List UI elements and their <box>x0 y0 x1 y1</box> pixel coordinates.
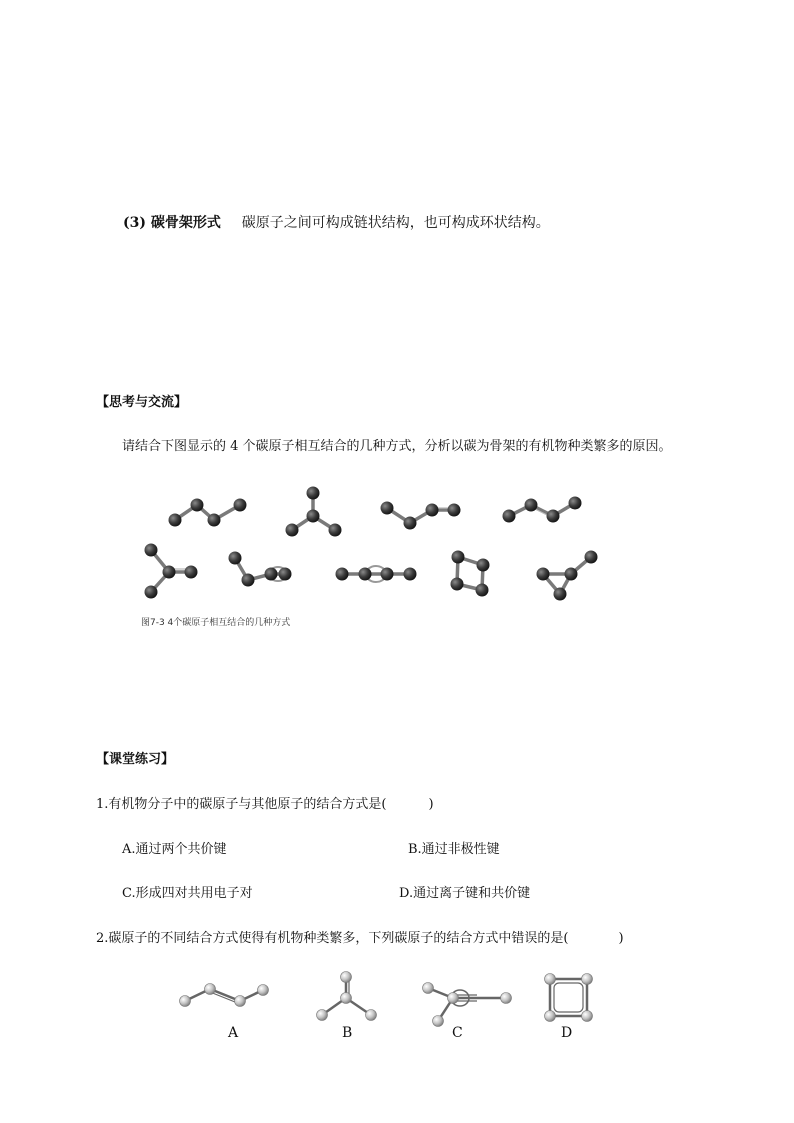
question-1 <box>96 793 434 812</box>
practice-heading: 【课堂练习】 <box>96 752 175 767</box>
q2-options-figure <box>170 965 610 1045</box>
q1-option-b: B.通过非极性键 <box>408 842 500 857</box>
figure-caption: 图7-3 4个碳原子相互结合的几种方式 <box>141 618 291 628</box>
figure-7-3 <box>135 478 605 638</box>
q2-stem: 2.碳原子的不同结合方式使得有机物种类繁多，下列碳原子的结合方式中错误的是( <box>96 931 569 946</box>
q1-option-c: C.形成四对共用电子对 <box>122 886 253 901</box>
q1-option-a: A.通过两个共价键 <box>122 842 227 857</box>
q2-label-a: A <box>228 1025 239 1041</box>
section3-line <box>123 212 550 232</box>
carbon-structures-figure <box>135 478 605 638</box>
q1-stem: 1.有机物分子中的碳原子与其他原子的结合方式是( <box>96 797 387 812</box>
q1-close: ) <box>428 797 434 812</box>
section3-text: 碳原子之间可构成链状结构，也可构成环状结构。 <box>241 215 550 231</box>
think-prompt: 请结合下图显示的 4 个碳原子相互结合的几种方式，分析以碳为骨架的有机物种类繁多的原因。 <box>122 439 672 454</box>
q2-close: ) <box>618 931 624 946</box>
section3-label: (3) 碳骨架形式 <box>123 215 221 231</box>
question-2 <box>96 927 624 946</box>
q2-label-d: D <box>561 1025 573 1041</box>
q2-label-b: B <box>342 1025 353 1041</box>
think-heading: 【思考与交流】 <box>96 395 188 410</box>
q1-option-d: D.通过离子键和共价键 <box>399 886 531 901</box>
q2-label-c: C <box>452 1025 463 1041</box>
